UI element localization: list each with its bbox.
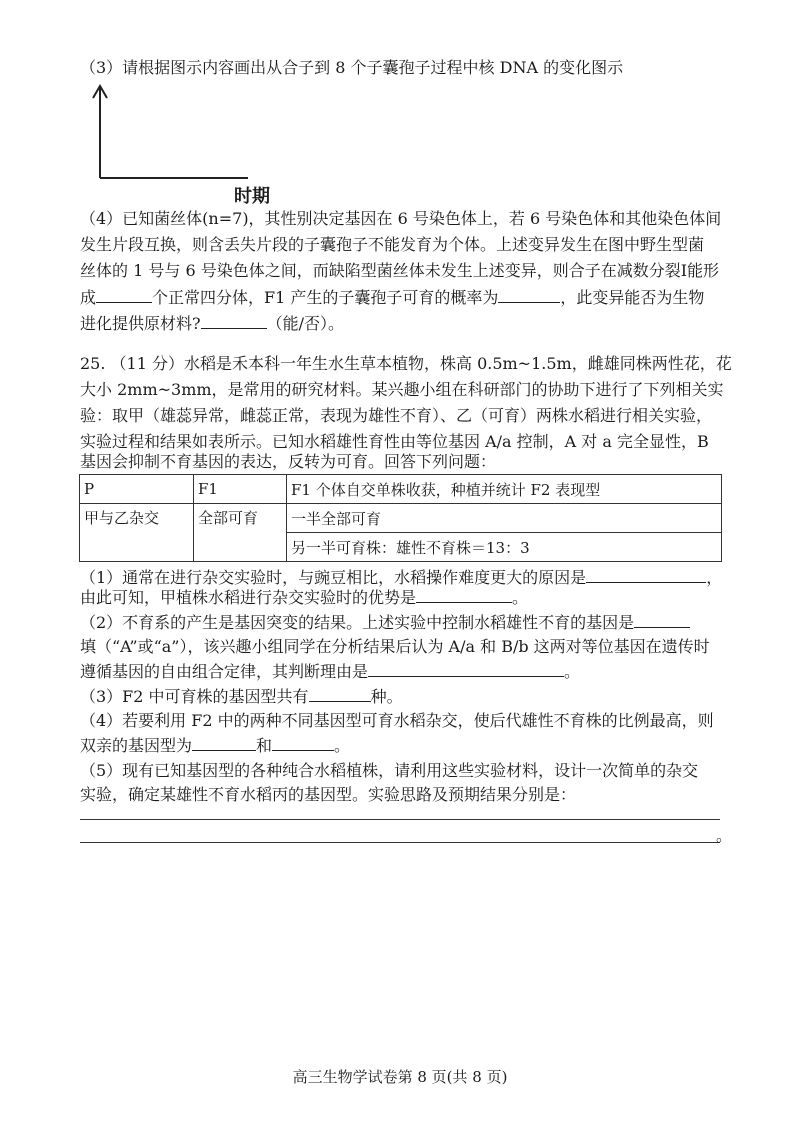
- sub2-text-a: （2）不育系的产生是基因突变的结果。上述实验中控制水稻雄性不育的基因是: [80, 613, 635, 632]
- sub5-end-mark: 。: [716, 826, 733, 845]
- header-p: P: [80, 475, 194, 504]
- q4-line-4: [80, 287, 704, 308]
- sub4-line-2: [80, 735, 350, 756]
- q4-blank-3[interactable]: [201, 313, 267, 329]
- page-footer: 高三生物学试卷第 8 页(共 8 页): [292, 1068, 508, 1086]
- cell-f2-half-1: 一半全部可育: [287, 504, 722, 533]
- sub1-text-b: ，: [706, 568, 723, 587]
- sub3-blank[interactable]: [309, 686, 371, 702]
- sub4-line-1: （4）若要利用 F2 中的两种不同基因型可育水稻杂交，使后代雄性不育株的比例最高，则: [80, 711, 714, 730]
- q4-line-1: （4）已知菌丝体(n=7)，其性别决定基因在 6 号染色体上，若 6 号染色体和其他染色体间: [80, 209, 722, 228]
- sub3-text-a: （3）F2 中可育株的基因型共有: [80, 687, 309, 706]
- q3-prompt: （3）请根据图示内容画出从合子到 8 个子囊孢子过程中核 DNA 的变化图示: [80, 58, 624, 77]
- sub1-blank-1[interactable]: [586, 567, 706, 583]
- sub4-text-c: 。: [334, 736, 351, 755]
- header-f1: F1: [194, 475, 287, 504]
- sub4-text-a: 双亲的基因型为: [80, 736, 193, 755]
- results-table: [79, 474, 722, 562]
- sub1-text-c: 由此可知，甲植株水稻进行杂交实验时的优势是: [80, 588, 417, 607]
- sub3-line: [80, 686, 403, 707]
- x-axis-label: 时期: [234, 186, 270, 207]
- q4-line-5: [80, 313, 344, 334]
- sub5-line-2: 实验，确定某雄性不育水稻丙的基因型。实验思路及预期结果分别是：: [80, 785, 577, 804]
- dna-change-axes: [88, 82, 258, 192]
- q25-line-3: 验：取甲（雄蕊异常，雌蕊正常，表现为雄性不育）、乙（可育）两株水稻进行相关实验，: [80, 406, 713, 425]
- sub2-line-3: [80, 661, 580, 682]
- q4-text-d: 进化提供原材料?: [80, 314, 201, 333]
- sub4-blank-1[interactable]: [192, 735, 256, 751]
- header-f2: F1 个体自交单株收获，种植并统计 F2 表现型: [287, 475, 722, 504]
- sub2-text-b: 遵循基因的自由组合定律，其判断理由是: [80, 662, 369, 681]
- sub4-text-b: 和: [256, 736, 273, 755]
- sub5-answer-line-1[interactable]: [80, 819, 720, 820]
- q25-line-2: 大小 2mm~3mm，是常用的研究材料。某兴趣小组在科研部门的协助下进行了下列相关实: [80, 380, 724, 399]
- cell-f1-result: 全部可育: [194, 504, 287, 562]
- cell-f2-half-2: 另一半可育株：雄性不育株＝13：3: [287, 533, 722, 562]
- table-row: [80, 504, 722, 533]
- q25-line-4: 实验过程和结果如表所示。已知水稻雄性育性由等位基因 A/a 控制，A 对 a 完全显性，B: [80, 432, 709, 451]
- sub1-text-d: 。: [512, 588, 529, 607]
- sub5-answer-line-2[interactable]: [80, 842, 720, 843]
- sub2-text-c: 。: [564, 662, 581, 681]
- q25-line-5: 基因会抑制不育基因的表达，反转为可育。回答下列问题：: [80, 452, 497, 471]
- sub5-line-1: （5）现有已知基因型的各种纯合水稻植株，请利用这些实验材料，设计一次简单的杂交: [80, 761, 699, 780]
- sub1-text-a: （1）通常在进行杂交实验时，与豌豆相比，水稻操作难度更大的原因是: [80, 568, 587, 587]
- sub1-blank-2[interactable]: [416, 587, 512, 603]
- q4-text-b: 个正常四分体，F1 产生的子囊孢子可育的概率为: [152, 288, 499, 307]
- sub2-line-2: 填（“A”或“a”），该兴趣小组同学在分析结果后认为 A/a 和 B/b 这两对等位基因在遗传时: [80, 637, 710, 656]
- q4-text-e: （能/否）。: [266, 314, 344, 333]
- q4-blank-2[interactable]: [498, 287, 560, 303]
- sub1-line-2: [80, 587, 528, 608]
- q4-blank-1[interactable]: [96, 287, 152, 303]
- sub3-text-b: 种。: [370, 687, 403, 706]
- sub2-line-1: [80, 612, 690, 633]
- q4-line-3: 丝体的 1 号与 6 号染色体之间，而缺陷型菌丝体未发生上述变异，则合子在减数分裂Ⅰ能形: [80, 261, 720, 280]
- q4-text-a: 成: [80, 288, 97, 307]
- sub2-blank-2[interactable]: [368, 661, 564, 677]
- q4-text-c: ，此变异能否为生物: [560, 288, 705, 307]
- sub4-blank-2[interactable]: [272, 735, 334, 751]
- q25-line-1: 25. （11 分）水稻是禾本科一年生水生草本植物，株高 0.5m~1.5m，雌雄同株两性花，花: [80, 354, 732, 373]
- table-header-row: [80, 475, 722, 504]
- sub2-blank-1[interactable]: [634, 612, 690, 628]
- cell-cross: 甲与乙杂交: [80, 504, 194, 562]
- q4-line-2: 发生片段互换，则含丢失片段的子囊孢子不能发育为个体。上述变异发生在图中野生型菌: [80, 235, 705, 254]
- sub1-line-1: [80, 567, 722, 588]
